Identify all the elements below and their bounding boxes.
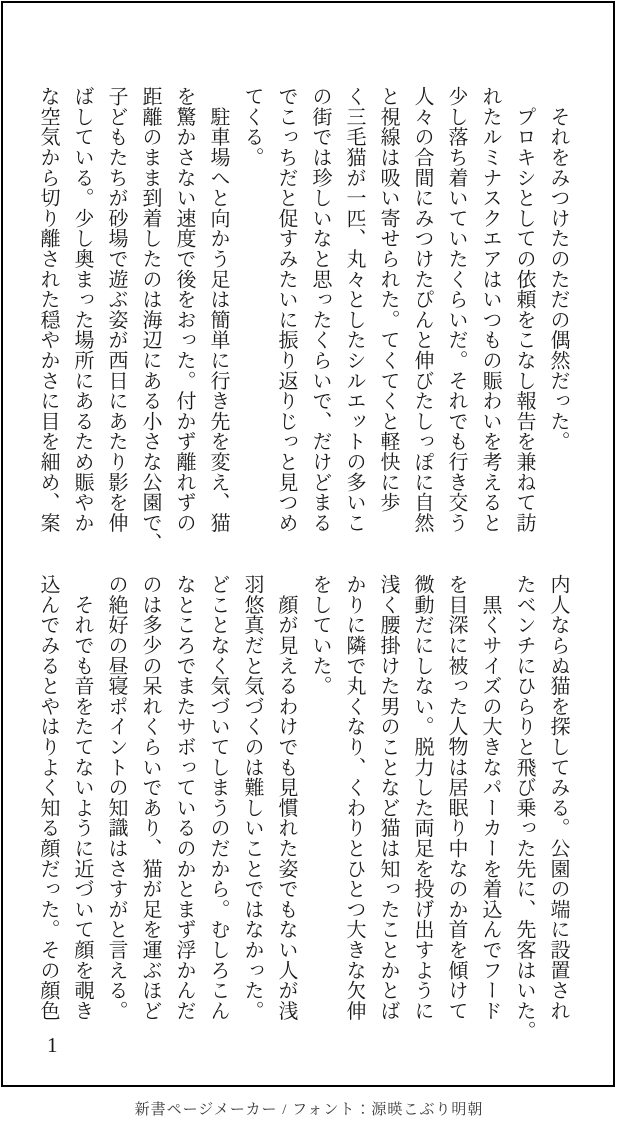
text-line: の絶好の昼寝ポイントの知識はさすがと言える。	[105, 574, 127, 1021]
text-line: 顔が見えるわけでも見慣れた姿でもない人が浅	[275, 574, 297, 1021]
text-line: たベンチにひらりと飛び乗った先に、先客はいた。	[513, 574, 535, 1041]
footer	[0, 1098, 618, 1119]
text-line: ばしている。少し奥まった場所にあるため賑やか	[71, 86, 93, 533]
vertical-text-block-top	[31, 86, 575, 553]
text-line: 駐車場へと向かう足は簡単に行き先を変え、猫	[207, 86, 229, 533]
text-line: なところでまたサボっているのかとまず浮かんだ	[173, 574, 195, 1021]
text-line: 少し落ち着いていたくらいだ。それでも行き交う	[445, 86, 467, 533]
text-line: 黒くサイズの大きなパーカーを着込んでフード	[479, 574, 501, 1021]
text-line: 微動だにしない。脱力した両足を投げ出すように	[411, 574, 433, 1021]
text-line: 人々の合間にみつけたぴんと伸びたしっぽに自然	[411, 86, 433, 533]
footer-credit: 新書ページメーカー / フォント：源暎こぶり明朝	[134, 1102, 484, 1118]
text-line: 距離のまま到着したのは海辺にある小さな公園で、	[139, 86, 161, 553]
text-line: をしていた。	[309, 574, 331, 696]
text-line: 浅く腰掛けた男のことなど猫は知ったことかとば	[377, 574, 399, 1021]
text-line: かりに隣で丸くなり、くわりとひとつ大きな欠伸	[343, 574, 365, 1021]
text-line: それをみつけたのただの偶然だった。	[547, 86, 569, 452]
text-line: と視線は吸い寄せられた。てくてくと軽快に歩	[377, 86, 399, 513]
text-line: プロキシとしての依頼をこなし報告を兼ねて訪	[513, 86, 535, 533]
text-line: のは多少の呆れくらいであり、猫が足を運ぶほど	[139, 574, 161, 1021]
text-line: 込んでみるとやはりよく知る顔だった。その顔色	[37, 574, 59, 1021]
text-line: 子どもたちが砂場で遊ぶ姿が西日にあたり影を伸	[105, 86, 127, 533]
text-line: 内人ならぬ猫を探してみる。公園の端に設置され	[547, 574, 569, 1021]
text-line: を驚かさない速度で後をおった。付かず離れずの	[173, 86, 195, 533]
text-line: れたルミナスクエアはいつもの賑わいを考えると	[479, 86, 501, 533]
page-number: 1	[47, 1033, 58, 1057]
text-line: それでも音をたてないように近づいて顔を覗き	[71, 574, 93, 1021]
text-line: どことなく気づいてしまうのだから。むしろこん	[207, 574, 229, 1021]
text-line: てくる。	[241, 86, 263, 168]
text-line: でこっちだと促すみたいに振り返りじっと見つめ	[275, 86, 297, 533]
page-border-frame	[1, 1, 615, 1087]
text-line: 羽悠真だと気づくのは難しいことではなかった。	[241, 574, 263, 1021]
vertical-text-block-bottom	[31, 574, 575, 1041]
text-line: な空気から切り離された穏やかさに目を細め、案	[37, 86, 59, 533]
text-line: く三毛猫が一匹、丸々としたシルエットの多いこ	[343, 86, 365, 533]
text-line: を目深に被った人物は居眠り中なのか首を傾けて	[445, 574, 467, 1021]
text-line: の街では珍しいなと思ったくらいで、だけどまる	[309, 86, 331, 533]
